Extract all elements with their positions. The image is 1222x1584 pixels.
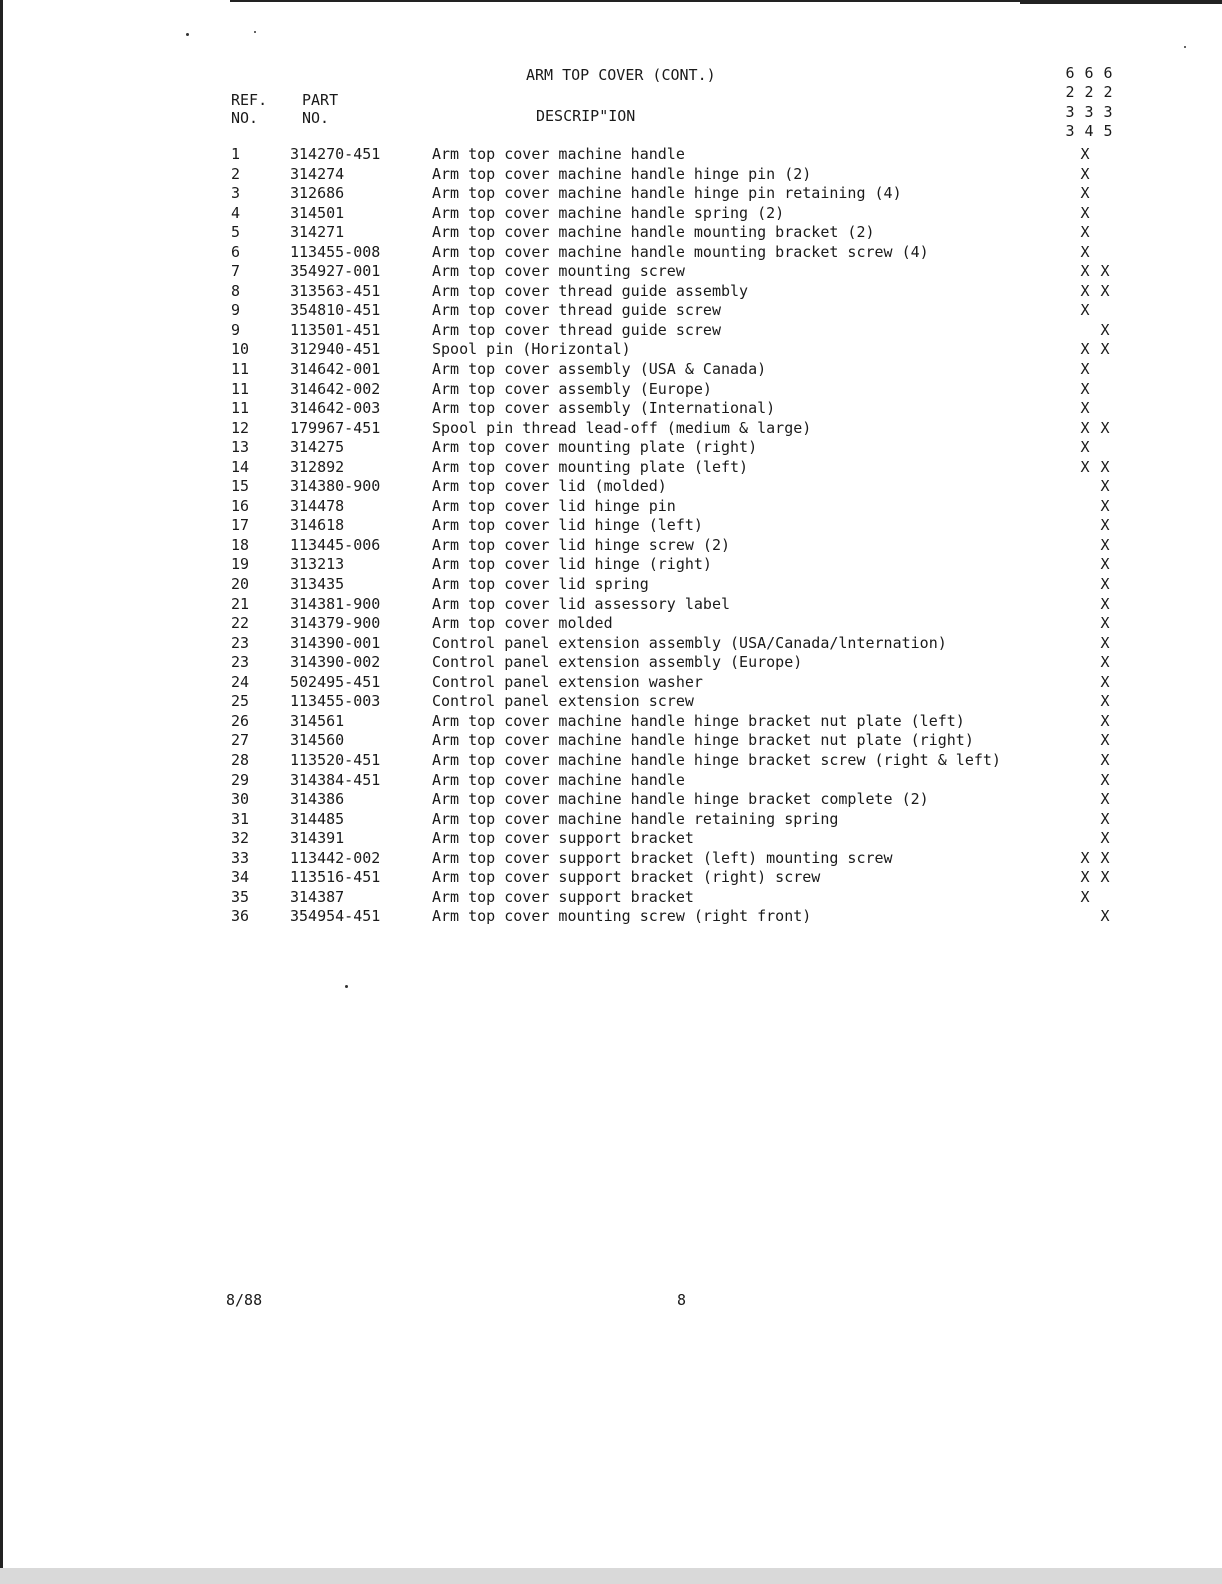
applicability-mark: X xyxy=(1100,555,1110,574)
ref-cell: 2 xyxy=(231,164,241,183)
ref-cell: 5 xyxy=(231,223,241,242)
description-cell: Arm top cover machine handle hinge bracket nut plate (left) xyxy=(432,711,965,730)
part-number-cell: 314642-001 xyxy=(290,360,381,379)
ref-cell: 4 xyxy=(231,203,241,222)
description-cell: Arm top cover mounting screw (right front) xyxy=(432,907,812,926)
description-cell: Spool pin (Horizontal) xyxy=(432,340,631,359)
applicability-mark: X xyxy=(1100,790,1110,809)
applicability-mark: X xyxy=(1100,340,1110,359)
applicability-mark: X xyxy=(1080,457,1090,476)
ref-cell: 7 xyxy=(231,262,241,281)
part-number-cell: 314384-451 xyxy=(290,770,381,789)
applicability-mark: X xyxy=(1080,301,1090,320)
description-cell: Arm top cover assembly (Europe) xyxy=(432,379,712,398)
model-digit: 5 xyxy=(1103,121,1113,140)
table-row xyxy=(0,692,1222,712)
part-column-header: NO. xyxy=(302,109,330,127)
table-row xyxy=(0,243,1222,263)
description-cell: Arm top cover support bracket xyxy=(432,887,694,906)
ref-cell: 20 xyxy=(231,575,250,594)
applicability-mark: X xyxy=(1100,770,1110,789)
applicability-mark: X xyxy=(1080,203,1090,222)
applicability-mark: X xyxy=(1100,516,1110,535)
ref-cell: 8 xyxy=(231,281,241,300)
description-cell: Arm top cover lid (molded) xyxy=(432,477,667,496)
table-row xyxy=(0,321,1222,341)
description-cell: Control panel extension washer xyxy=(432,672,703,691)
part-number-cell: 314561 xyxy=(290,711,345,730)
applicability-mark: X xyxy=(1100,809,1110,828)
applicability-mark: X xyxy=(1100,496,1110,515)
table-row xyxy=(0,771,1222,791)
part-number-cell: 312892 xyxy=(290,457,345,476)
ref-cell: 10 xyxy=(231,340,250,359)
ref-cell: 12 xyxy=(231,418,250,437)
applicability-mark: X xyxy=(1080,223,1090,242)
part-number-cell: 354810-451 xyxy=(290,301,381,320)
applicability-mark: X xyxy=(1080,340,1090,359)
table-row xyxy=(0,849,1222,869)
description-cell: Arm top cover machine handle hinge bracket nut plate (right) xyxy=(432,731,974,750)
table-row xyxy=(0,497,1222,517)
table-row xyxy=(0,419,1222,439)
part-number-cell: 113501-451 xyxy=(290,320,381,339)
model-digit: 2 xyxy=(1103,83,1113,102)
table-row xyxy=(0,399,1222,419)
model-digit: 3 xyxy=(1103,102,1113,121)
description-cell: Arm top cover thread guide screw xyxy=(432,301,721,320)
ref-cell: 29 xyxy=(231,770,250,789)
table-row xyxy=(0,673,1222,693)
description-cell: Arm top cover molded xyxy=(432,614,613,633)
page-title: ARM TOP COVER (CONT.) xyxy=(526,66,716,84)
ref-cell: 1 xyxy=(231,145,241,163)
model-digit: 2 xyxy=(1084,83,1094,102)
table-row xyxy=(0,712,1222,732)
table-row xyxy=(0,184,1222,204)
description-cell: Arm top cover thread guide screw xyxy=(432,320,721,339)
applicability-mark: X xyxy=(1100,614,1110,633)
applicability-mark: X xyxy=(1100,457,1110,476)
applicability-mark: X xyxy=(1100,477,1110,496)
part-number-cell: 113442-002 xyxy=(290,848,381,867)
applicability-mark: X xyxy=(1100,594,1110,613)
part-number-cell: 314381-900 xyxy=(290,594,381,613)
table-row xyxy=(0,575,1222,595)
part-number-cell: 314642-003 xyxy=(290,399,381,418)
scan-edge-bottom xyxy=(0,1568,1222,1584)
applicability-mark: X xyxy=(1080,145,1090,163)
part-number-cell: 113516-451 xyxy=(290,868,381,887)
applicability-mark: X xyxy=(1100,653,1110,672)
description-cell: Arm top cover machine handle retaining spring xyxy=(432,809,839,828)
model-column-header xyxy=(1101,64,1115,141)
ref-cell: 15 xyxy=(231,477,250,496)
applicability-mark: X xyxy=(1100,575,1110,594)
applicability-mark: X xyxy=(1100,281,1110,300)
applicability-mark: X xyxy=(1100,829,1110,848)
ref-cell: 11 xyxy=(231,360,250,379)
part-number-cell: 314642-002 xyxy=(290,379,381,398)
table-row xyxy=(0,301,1222,321)
ref-cell: 6 xyxy=(231,242,241,261)
applicability-mark: X xyxy=(1100,711,1110,730)
table-row xyxy=(0,907,1222,927)
table-row xyxy=(0,262,1222,282)
applicability-mark: X xyxy=(1080,262,1090,281)
applicability-mark: X xyxy=(1100,320,1110,339)
table-row xyxy=(0,438,1222,458)
ref-cell: 3 xyxy=(231,184,241,203)
part-number-cell: 313435 xyxy=(290,575,345,594)
parts-list xyxy=(0,145,1222,927)
table-row xyxy=(0,888,1222,908)
description-cell: Arm top cover machine handle xyxy=(432,770,685,789)
description-cell: Arm top cover machine handle xyxy=(432,145,685,163)
part-number-cell: 314380-900 xyxy=(290,477,381,496)
description-cell: Arm top cover machine handle hinge pin (2) xyxy=(432,164,812,183)
applicability-mark: X xyxy=(1080,281,1090,300)
description-cell: Control panel extension assembly (USA/Canada/lnternation) xyxy=(432,633,947,652)
part-number-cell: 113520-451 xyxy=(290,750,381,769)
applicability-mark: X xyxy=(1100,692,1110,711)
applicability-mark: X xyxy=(1080,184,1090,203)
ref-cell: 23 xyxy=(231,653,250,672)
table-row xyxy=(0,653,1222,673)
scan-speck xyxy=(186,33,189,36)
part-number-cell: 314390-002 xyxy=(290,653,381,672)
part-number-cell: 314391 xyxy=(290,829,345,848)
description-column-header: DESCRIP"ION xyxy=(536,107,636,125)
model-digit: 6 xyxy=(1065,64,1075,82)
description-cell: Control panel extension assembly (Europe) xyxy=(432,653,803,672)
applicability-mark: X xyxy=(1100,731,1110,750)
ref-column-header: REF. xyxy=(231,91,268,109)
scan-speck xyxy=(345,985,348,988)
table-row xyxy=(0,829,1222,849)
ref-cell: 32 xyxy=(231,829,250,848)
ref-cell: 36 xyxy=(231,907,250,926)
model-digit: 3 xyxy=(1065,121,1075,140)
table-row xyxy=(0,810,1222,830)
part-number-cell: 314271 xyxy=(290,223,345,242)
description-cell: Arm top cover assembly (International) xyxy=(432,399,776,418)
ref-cell: 13 xyxy=(231,438,250,457)
ref-cell: 34 xyxy=(231,868,250,887)
table-row xyxy=(0,458,1222,478)
description-cell: Arm top cover thread guide assembly xyxy=(432,281,749,300)
part-number-cell: 314274 xyxy=(290,164,345,183)
table-row xyxy=(0,634,1222,654)
applicability-mark: X xyxy=(1100,633,1110,652)
table-row xyxy=(0,614,1222,634)
ref-cell: 14 xyxy=(231,457,250,476)
ref-cell: 21 xyxy=(231,594,250,613)
applicability-mark: X xyxy=(1100,907,1110,926)
ref-cell: 22 xyxy=(231,614,250,633)
ref-cell: 24 xyxy=(231,672,250,691)
ref-cell: 16 xyxy=(231,496,250,515)
description-cell: Arm top cover support bracket (left) mounting screw xyxy=(432,848,893,867)
part-number-cell: 314386 xyxy=(290,790,345,809)
model-digit: 6 xyxy=(1084,64,1094,82)
ref-cell: 25 xyxy=(231,692,250,711)
applicability-mark: X xyxy=(1100,535,1110,554)
table-row xyxy=(0,536,1222,556)
part-number-cell: 314270-451 xyxy=(290,145,381,163)
table-row xyxy=(0,555,1222,575)
applicability-mark: X xyxy=(1100,418,1110,437)
applicability-mark: X xyxy=(1080,379,1090,398)
part-number-cell: 113455-003 xyxy=(290,692,381,711)
applicability-mark: X xyxy=(1080,868,1090,887)
ref-cell: 11 xyxy=(231,379,250,398)
description-cell: Arm top cover mounting screw xyxy=(432,262,685,281)
applicability-mark: X xyxy=(1100,672,1110,691)
part-number-cell: 314478 xyxy=(290,496,345,515)
ref-cell: 23 xyxy=(231,633,250,652)
table-row xyxy=(0,282,1222,302)
ref-cell: 35 xyxy=(231,887,250,906)
description-cell: Spool pin thread lead-off (medium & large) xyxy=(432,418,812,437)
footer-date: 8/88 xyxy=(226,1291,263,1309)
ref-cell: 17 xyxy=(231,516,250,535)
description-cell: Arm top cover lid hinge (left) xyxy=(432,516,703,535)
table-row xyxy=(0,790,1222,810)
model-column-header xyxy=(1082,64,1096,141)
part-number-cell: 314379-900 xyxy=(290,614,381,633)
table-row xyxy=(0,223,1222,243)
ref-cell: 30 xyxy=(231,790,250,809)
table-row xyxy=(0,204,1222,224)
part-number-cell: 312686 xyxy=(290,184,345,203)
part-number-cell: 314275 xyxy=(290,438,345,457)
part-number-cell: 314387 xyxy=(290,887,345,906)
description-cell: Arm top cover lid hinge screw (2) xyxy=(432,535,731,554)
description-cell: Arm top cover mounting plate (left) xyxy=(432,457,749,476)
ref-cell: 11 xyxy=(231,399,250,418)
model-digit: 6 xyxy=(1103,64,1113,82)
scan-speck xyxy=(1184,46,1186,48)
ref-cell: 18 xyxy=(231,535,250,554)
description-cell: Arm top cover machine handle hinge pin retaining (4) xyxy=(432,184,902,203)
description-cell: Arm top cover assembly (USA & Canada) xyxy=(432,360,767,379)
table-row xyxy=(0,360,1222,380)
table-row xyxy=(0,145,1222,165)
description-cell: Arm top cover machine handle mounting bracket screw (4) xyxy=(432,242,929,261)
model-digit: 3 xyxy=(1065,102,1075,121)
scan-speck xyxy=(254,31,256,33)
table-row xyxy=(0,380,1222,400)
description-cell: Arm top cover machine handle hinge bracket complete (2) xyxy=(432,790,929,809)
applicability-mark: X xyxy=(1080,242,1090,261)
description-cell: Arm top cover lid hinge pin xyxy=(432,496,676,515)
description-cell: Arm top cover machine handle spring (2) xyxy=(432,203,785,222)
ref-cell: 26 xyxy=(231,711,250,730)
part-number-cell: 354927-001 xyxy=(290,262,381,281)
applicability-mark: X xyxy=(1080,399,1090,418)
part-number-cell: 113445-006 xyxy=(290,535,381,554)
page-number: 8 xyxy=(677,1291,687,1309)
description-cell: Arm top cover support bracket xyxy=(432,829,694,848)
table-row xyxy=(0,477,1222,497)
part-number-cell: 312940-451 xyxy=(290,340,381,359)
description-cell: Arm top cover machine handle mounting bracket (2) xyxy=(432,223,875,242)
description-cell: Arm top cover lid hinge (right) xyxy=(432,555,712,574)
ref-cell: 28 xyxy=(231,750,250,769)
table-row xyxy=(0,165,1222,185)
table-row xyxy=(0,340,1222,360)
description-cell: Arm top cover mounting plate (right) xyxy=(432,438,758,457)
part-number-cell: 314560 xyxy=(290,731,345,750)
applicability-mark: X xyxy=(1080,164,1090,183)
description-cell: Arm top cover lid spring xyxy=(432,575,649,594)
ref-column-header: NO. xyxy=(231,109,259,127)
part-column-header: PART xyxy=(302,91,339,109)
applicability-mark: X xyxy=(1080,438,1090,457)
model-column-header xyxy=(1063,64,1077,141)
description-cell: Control panel extension screw xyxy=(432,692,694,711)
ref-cell: 33 xyxy=(231,848,250,867)
table-row xyxy=(0,731,1222,751)
ref-cell: 19 xyxy=(231,555,250,574)
part-number-cell: 502495-451 xyxy=(290,672,381,691)
applicability-mark: X xyxy=(1100,262,1110,281)
applicability-mark: X xyxy=(1100,868,1110,887)
table-row xyxy=(0,516,1222,536)
scan-edge-top-right xyxy=(1020,0,1222,4)
part-number-cell: 113455-008 xyxy=(290,242,381,261)
part-number-cell: 354954-451 xyxy=(290,907,381,926)
applicability-mark: X xyxy=(1100,750,1110,769)
applicability-mark: X xyxy=(1080,887,1090,906)
part-number-cell: 314390-001 xyxy=(290,633,381,652)
applicability-mark: X xyxy=(1100,848,1110,867)
model-digit: 3 xyxy=(1084,102,1094,121)
description-cell: Arm top cover support bracket (right) screw xyxy=(432,868,821,887)
model-digit: 2 xyxy=(1065,83,1075,102)
ref-cell: 9 xyxy=(231,301,241,320)
ref-cell: 9 xyxy=(231,320,241,339)
part-number-cell: 314618 xyxy=(290,516,345,535)
part-number-cell: 313563-451 xyxy=(290,281,381,300)
applicability-mark: X xyxy=(1080,848,1090,867)
applicability-mark: X xyxy=(1080,418,1090,437)
ref-cell: 31 xyxy=(231,809,250,828)
table-row xyxy=(0,751,1222,771)
part-number-cell: 314501 xyxy=(290,203,345,222)
description-cell: Arm top cover machine handle hinge bracket screw (right & left) xyxy=(432,750,1001,769)
ref-cell: 27 xyxy=(231,731,250,750)
part-number-cell: 314485 xyxy=(290,809,345,828)
applicability-mark: X xyxy=(1080,360,1090,379)
part-number-cell: 313213 xyxy=(290,555,345,574)
table-row xyxy=(0,595,1222,615)
table-row xyxy=(0,868,1222,888)
model-digit: 4 xyxy=(1084,121,1094,140)
description-cell: Arm top cover lid assessory label xyxy=(432,594,731,613)
part-number-cell: 179967-451 xyxy=(290,418,381,437)
